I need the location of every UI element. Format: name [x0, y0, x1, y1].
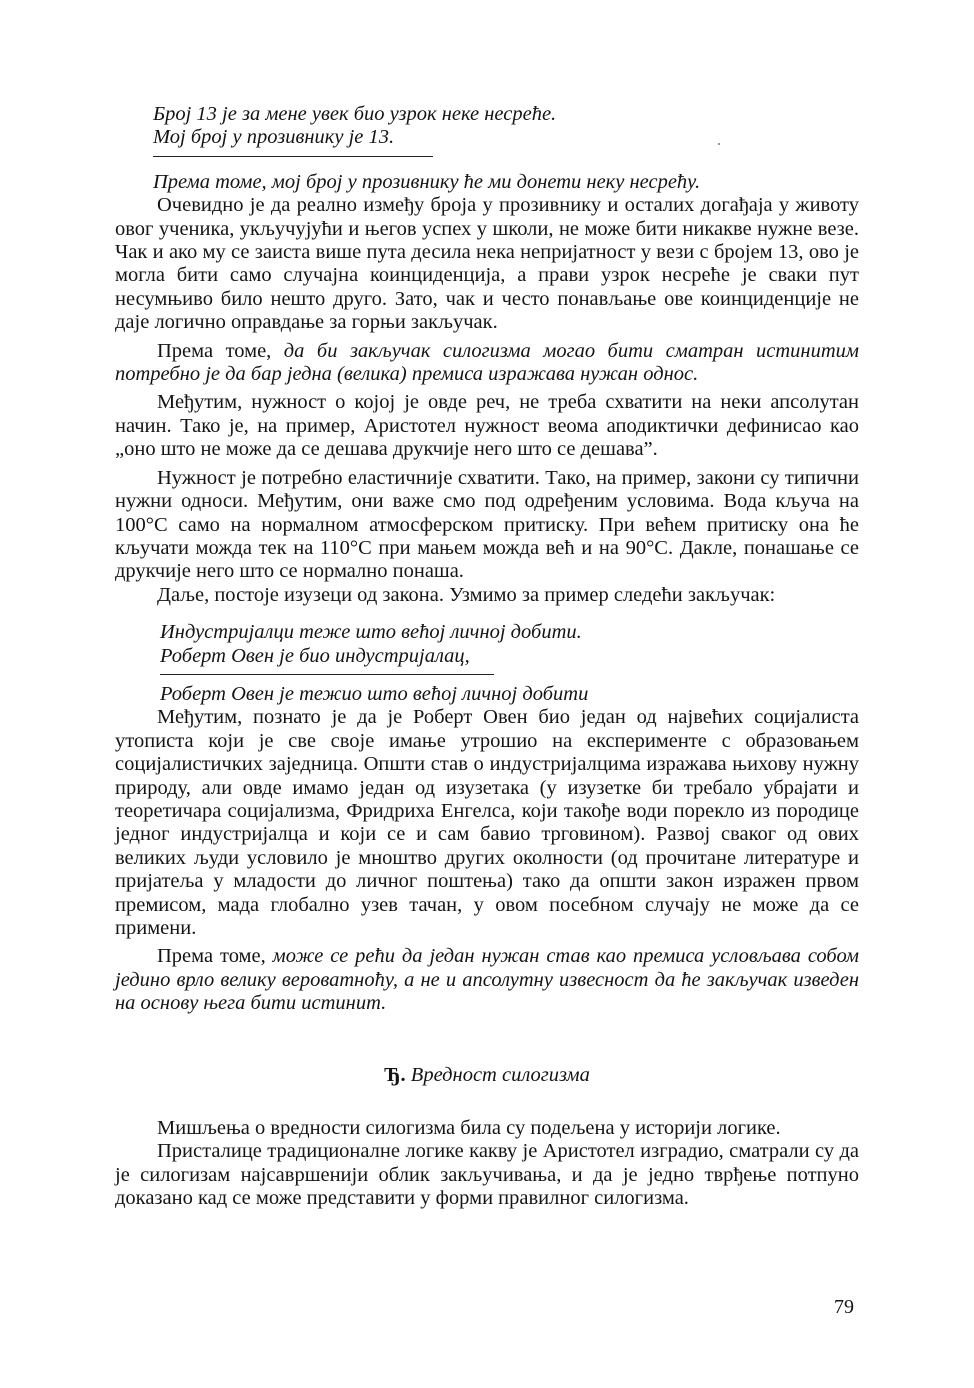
- page-body: [115, 103, 859, 1211]
- paragraph-7-lead: Према томе,: [157, 945, 273, 968]
- paragraph-2: [115, 340, 859, 387]
- paragraph-4: Нужност је потребно еластичније схватити. Тако, на пример, закони су типични нужни односи. Међутим, они важе смо под одређеним условима. Вода кључа на 100°C само на нормалном атмосферском притиску. При већем притиску она ће кључати можда тек на 110°C при мањем можда већ и на 90°C. Дакле, понашање се друкчије него што се нормално понаша.: [115, 466, 859, 583]
- page-number: 79: [834, 1296, 854, 1318]
- section-letter: Ђ.: [384, 1063, 406, 1086]
- paragraph-5: Даље, постоје изузеци од закона. Узмимо за пример следећи закључак:: [157, 583, 776, 606]
- syllogism2-premise2: Роберт Овен је био индустријалац,: [160, 644, 470, 667]
- section-heading: [115, 1064, 859, 1087]
- paragraph-7-emphasis: може се рећи да један нужан став као премиса условљава собом једино врло велику вероватноћу, а не и апсолутну извесност да ће закључак изведен на основу њега бити истинит.: [115, 945, 859, 1015]
- syllogism1-conclusion: Према томе, мој број у прозивнику ће ми донети неку несрећу.: [153, 170, 701, 193]
- syllogism1-divider: [153, 156, 433, 157]
- section-title: Вредност силогизма: [410, 1063, 590, 1086]
- paragraph-6: Међутим, познато је да је Роберт Овен био један од највећих социјалиста утописта који је све своје имање утрошио на експерименте с образовањем социјалистичких заједница. Општи став о индустријалцима изражава њихову нужну природу, али овде имамо један од изузетака (у изузетке би требало убрајати и теоретичара социјализма, Фридриха Енгелса, који такође води порекло из породице једног индустријалца и који се и сам бавио трговином). Развој сваког од ових великих људи условило је мноштво других околности (од прочитане литературе и пријатеља у младости до личног поштења) тако да општи закон изражен првом премисом, мада глобално узев тачан, у овом посебном случају не може да се примени.: [115, 706, 859, 939]
- syllogism2-premise1: Индустријалци теже што већој личној добити.: [160, 621, 582, 644]
- syllogism1-premise1: Број 13 је за мене увек био узрок неке несреће.: [153, 103, 557, 125]
- paragraph-2-lead: Према томе,: [157, 339, 284, 362]
- syllogism1-premise2: Мој број у прозивнику је 13.: [153, 126, 395, 149]
- syllogism2-divider: [160, 674, 494, 675]
- syllogism-example-1: [115, 103, 859, 194]
- paragraph-2-emphasis: да би закључак силогизма могао бити сматран истинитим потребно је да бар једна (велика) премиса изражава нужан однос.: [115, 339, 859, 386]
- paragraph-1: Очевидно је да реално између броја у прозивнику и осталих догађаја у животу овог ученика, укључујући и његов успех у школи, не може бити никакве нужне везе. Чак и ако му се заиста више пута десила нека непријатност у вези с бројем 13, ово је могла бити само случајна коинциденција, а прави узрок несреће је сваки пут несумњиво било нешто друго. Зато, чак и често понављање ове коинциденције не даје логично оправдање за горњи закључак.: [115, 194, 859, 334]
- syllogism2-conclusion: Роберт Овен је тежио што већој личној добити: [160, 682, 589, 705]
- syllogism-example-2: [115, 621, 859, 706]
- paragraph-8: Мишљења о вредности силогизма била су подељена у историји логике.: [157, 1117, 781, 1140]
- paragraph-7: [115, 945, 859, 1015]
- paragraph-3: Међутим, нужност о којој је овде реч, не треба схватити на неки апсолутан начин. Тако је, на пример, Аристотел нужност веома аподиктички дефинисао као „оно што не може да се дешава друкчије него што се дешава”.: [115, 391, 859, 461]
- paragraph-9: Присталице традиционалне логике какву је Аристотел изградио, сматрали су да је силогизам најсавршенији облик закључивања, и да је једно тврђење потпуно доказано кад се може представити у форми правилног силогизма.: [115, 1140, 859, 1210]
